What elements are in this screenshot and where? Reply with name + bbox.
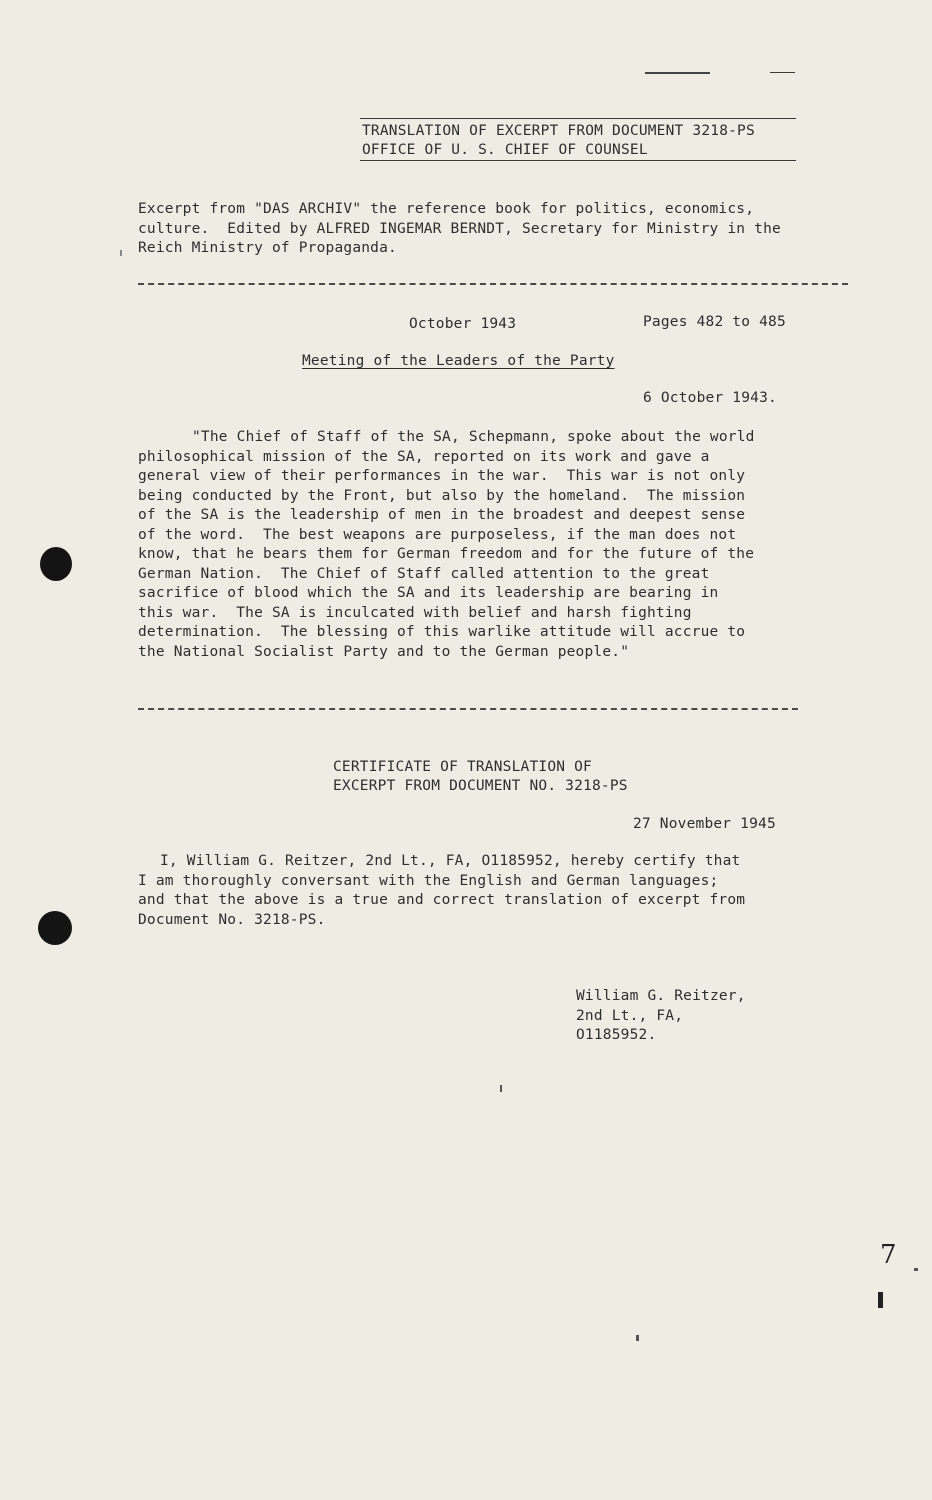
body-line: general view of their performances in the war. This war is not only	[138, 468, 746, 484]
cert-line: I am thoroughly conversant with the English and German languages;	[138, 872, 719, 889]
body-line: the National Socialist Party and to the German people."	[138, 643, 630, 660]
paper-speck	[914, 1268, 918, 1271]
article-body	[138, 428, 755, 662]
cert-line: and that the above is a true and correct translation of excerpt from	[138, 892, 746, 908]
paper-speck	[636, 1335, 639, 1341]
body-line: sacrifice of blood which the SA and its leadership are bearing in	[138, 585, 719, 601]
header-office: OFFICE OF U. S. CHIEF OF COUNSEL	[362, 142, 648, 158]
body-line: determination. The blessing of this warlike attitude will accrue to	[138, 624, 746, 640]
cert-line: I, William G. Reitzer, 2nd Lt., FA, O1185952, hereby certify that	[160, 853, 741, 869]
body-line: philosophical mission of the SA, reported on its work and gave a	[138, 448, 710, 465]
dashed-separator	[138, 708, 798, 710]
body-line: "The Chief of Staff of the SA, Schepmann, spoke about the world	[192, 429, 755, 445]
paper-speck	[120, 250, 122, 256]
body-line: of the word. The best weapons are purposeless, if the man does not	[138, 526, 737, 543]
issue-date: October 1943	[409, 316, 517, 332]
article-title: Meeting of the Leaders of the Party	[302, 353, 615, 369]
certificate-subtitle: EXCERPT FROM DOCUMENT NO. 3218-PS	[333, 778, 628, 794]
intro-paragraph	[138, 200, 781, 259]
top-rule-left	[645, 72, 710, 74]
signature-name: William G. Reitzer,	[576, 988, 746, 1004]
dashed-separator	[138, 283, 848, 285]
meeting-date: 6 October 1943.	[643, 390, 777, 406]
body-line: know, that he bears them for German freedom and for the future of the	[138, 546, 755, 562]
punch-hole	[40, 547, 72, 581]
certificate-body	[138, 852, 745, 930]
paper-speck	[500, 1085, 502, 1092]
top-rule-right	[770, 72, 795, 73]
header-title: TRANSLATION OF EXCERPT FROM DOCUMENT 3218-PS	[362, 123, 755, 139]
body-line: being conducted by the Front, but also by the homeland. The mission	[138, 487, 746, 504]
page-range: Pages 482 to 485	[643, 314, 786, 330]
intro-line: Excerpt from "DAS ARCHIV" the reference book for politics, economics,	[138, 201, 755, 217]
signature-block	[576, 987, 746, 1046]
certificate-date: 27 November 1945	[633, 816, 776, 832]
header-bottom-rule	[360, 160, 796, 161]
body-line: this war. The SA is inculcated with belief and harsh fighting	[138, 604, 692, 621]
punch-hole	[38, 911, 72, 945]
margin-mark: 7	[880, 1240, 897, 1270]
paper-speck	[878, 1292, 883, 1308]
header-top-rule	[360, 118, 796, 119]
cert-line: Document No. 3218-PS.	[138, 911, 326, 928]
body-line: of the SA is the leadership of men in the broadest and deepest sense	[138, 507, 746, 523]
certificate-title: CERTIFICATE OF TRANSLATION OF	[333, 759, 592, 775]
intro-line: culture. Edited by ALFRED INGEMAR BERNDT, Secretary for Ministry in the	[138, 220, 781, 237]
intro-line: Reich Ministry of Propaganda.	[138, 240, 397, 256]
signature-rank: 2nd Lt., FA,	[576, 1007, 684, 1024]
body-line: German Nation. The Chief of Staff called attention to the great	[138, 565, 710, 582]
signature-serial: O1185952.	[576, 1027, 657, 1043]
